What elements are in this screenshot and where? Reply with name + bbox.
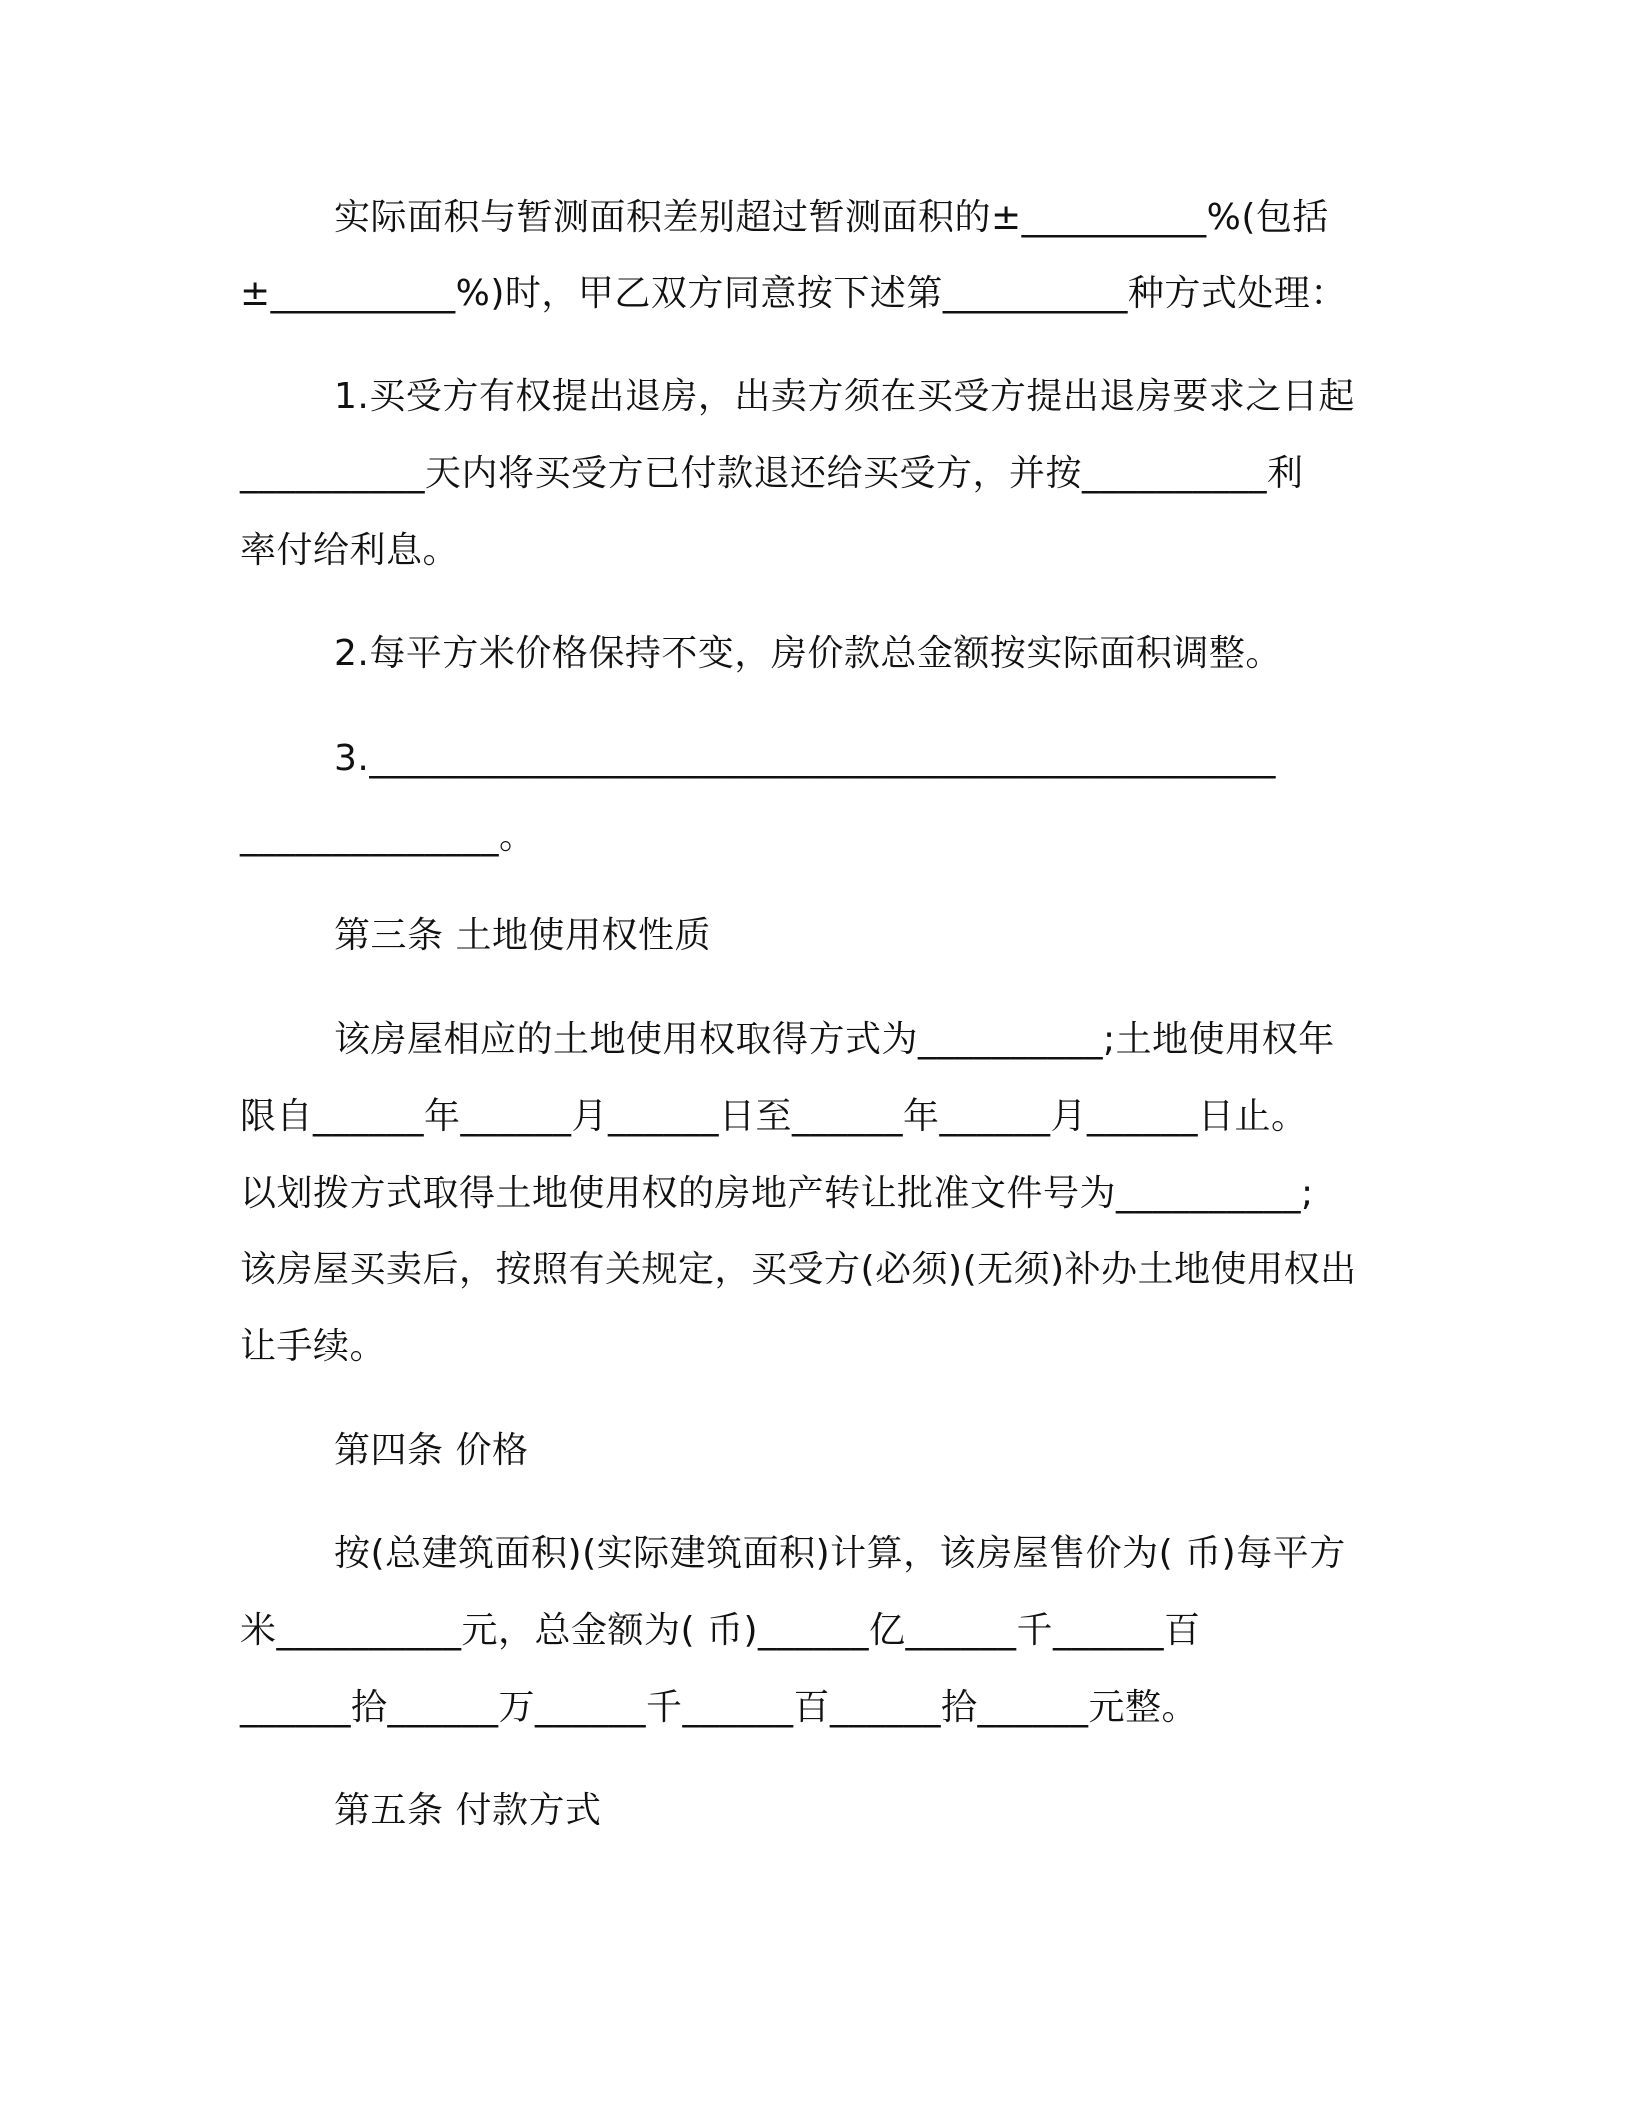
land-use-line-5: 让手续。 — [240, 1326, 387, 1367]
option-1-line-3: 率付给利息。 — [240, 530, 460, 571]
paragraph-area-difference: 实际面积与暂测面积差别超过暂测面积的±__________%(包括 — [334, 197, 1329, 238]
price-line-2: 米__________元，总金额为( 币)______亿______千______百 — [240, 1610, 1201, 1651]
article-3-heading: 第三条 土地使用权性质 — [334, 915, 711, 956]
option-1-line-2: __________天内将买受方已付款退还给买受方，并按__________利 — [240, 453, 1304, 494]
price-line-1: 按(总建筑面积)(实际建筑面积)计算，该房屋售价为( 币)每平方 — [334, 1533, 1346, 1574]
article-5-heading: 第五条 付款方式 — [334, 1790, 602, 1831]
option-1-line-1: 1.买受方有权提出退房，出卖方须在买受方提出退房要求之日起 — [334, 376, 1355, 417]
paragraph-area-difference-cont: ±__________%)时，甲乙双方同意按下述第__________种方式处理： — [240, 273, 1347, 314]
option-2: 2.每平方米价格保持不变，房价款总金额按实际面积调整。 — [334, 633, 1282, 674]
land-use-line-3: 以划拨方式取得土地使用权的房地产转让批准文件号为__________; — [240, 1173, 1314, 1214]
option-3-line-1: 3._________________________________________________ — [334, 738, 1276, 779]
option-3-line-2: ______________。 — [240, 816, 536, 857]
land-use-line-2: 限自______年______月______日至______年______月______日止。 — [240, 1096, 1308, 1137]
article-4-heading: 第四条 价格 — [334, 1430, 529, 1471]
land-use-line-4: 该房屋买卖后，按照有关规定，买受方(必须)(无须)补办土地使用权出 — [240, 1249, 1357, 1290]
land-use-line-1: 该房屋相应的土地使用权取得方式为__________;土地使用权年 — [334, 1019, 1335, 1060]
price-line-3: ______拾______万______千______百______拾______元整。 — [240, 1687, 1199, 1728]
